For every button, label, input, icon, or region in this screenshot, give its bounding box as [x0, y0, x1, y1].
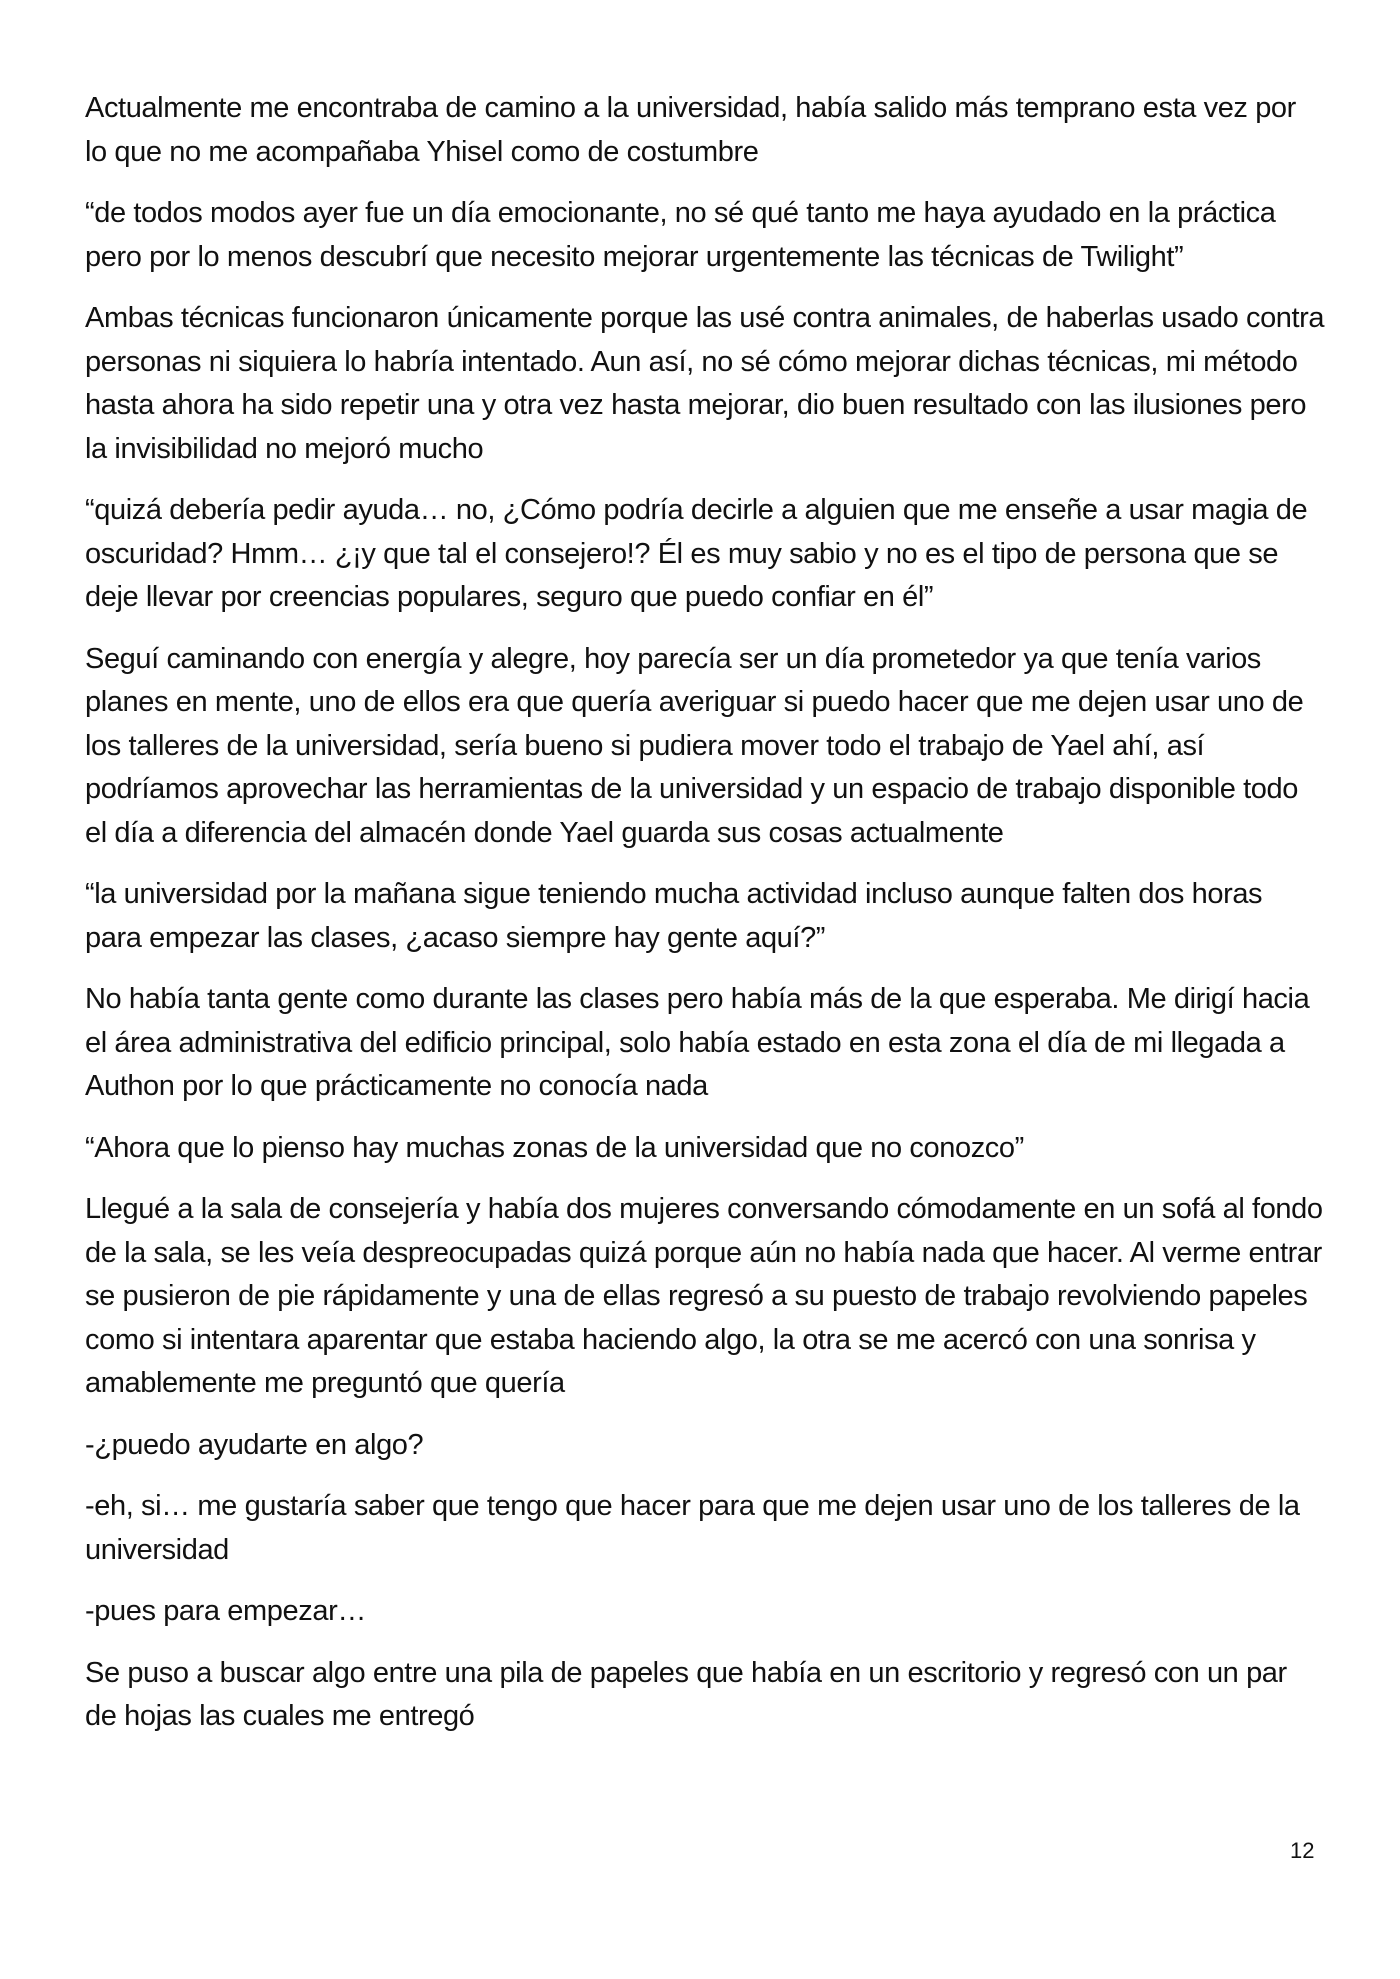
- page-body: [85, 87, 1325, 1757]
- paragraph-4: “quizá debería pedir ayuda… no, ¿Cómo podría decirle a alguien que me enseñe a usar magia de oscuridad? Hmm… ¿¡y que tal el consejero!? Él es muy sabio y no es el tipo de persona que se deje llevar por creencias populares, seguro que puedo confiar en él”: [85, 494, 1308, 613]
- paragraph-2: “de todos modos ayer fue un día emocionante, no sé qué tanto me haya ayudado en la práctica pero por lo menos descubrí que necesito mejorar urgentemente las técnicas de Twilight”: [85, 197, 1276, 273]
- paragraph-3: Ambas técnicas funcionaron únicamente porque las usé contra animales, de haberlas usado contra personas ni siquiera lo habría intentado. Aun así, no sé cómo mejorar dichas técnicas, mi método hasta ahora ha sido repetir una y otra vez hasta mejorar, dio buen resultado con las ilusiones pero la invisibilidad no mejoró mucho: [85, 302, 1325, 465]
- paragraph-7: No había tanta gente como durante las clases pero había más de la que esperaba. Me dirigí hacia el área administrativa del edificio principal, solo había estado en esta zona el día de mi llegada a Authon por lo que prácticamente no conocía nada: [85, 983, 1310, 1102]
- page-number: 12: [1290, 1838, 1315, 1863]
- paragraph-9: Llegué a la sala de consejería y había dos mujeres conversando cómodamente en un sofá al fondo de la sala, se les veía despreocupadas quizá porque aún no había nada que hacer. Al verme entrar se pusieron de pie rápidamente y una de ellas regresó a su puesto de trabajo revolviendo papeles como si intentara aparentar que estaba haciendo algo, la otra se me acercó con una sonrisa y amablemente me preguntó que quería: [85, 1193, 1323, 1399]
- paragraph-5: Seguí caminando con energía y alegre, hoy parecía ser un día prometedor ya que tenía varios planes en mente, uno de ellos era que quería averiguar si puedo hacer que me dejen usar uno de los talleres de la universidad, sería bueno si pudiera mover todo el trabajo de Yael ahí, así podríamos aprovechar las herramientas de la universidad y un espacio de trabajo disponible todo el día a diferencia del almacén donde Yael guarda sus cosas actualmente: [85, 642, 1304, 849]
- paragraph-11: -eh, si… me gustaría saber que tengo que hacer para que me dejen usar uno de los talleres de la universidad: [85, 1490, 1300, 1566]
- paragraph-12: -pues para empezar…: [85, 1595, 366, 1627]
- paragraph-13: Se puso a buscar algo entre una pila de papeles que había en un escritorio y regresó con un par de hojas las cuales me entregó: [85, 1656, 1287, 1732]
- paragraph-1: Actualmente me encontraba de camino a la universidad, había salido más temprano esta vez por lo que no me acompañaba Yhisel como de costumbre: [85, 92, 1296, 168]
- paragraph-10: -¿puedo ayudarte en algo?: [85, 1428, 424, 1461]
- paragraph-8: “Ahora que lo pienso hay muchas zonas de la universidad que no conozco”: [85, 1131, 1024, 1164]
- paragraph-6: “la universidad por la mañana sigue teniendo mucha actividad incluso aunque falten dos horas para empezar las clases, ¿acaso siempre hay gente aquí?”: [85, 878, 1263, 954]
